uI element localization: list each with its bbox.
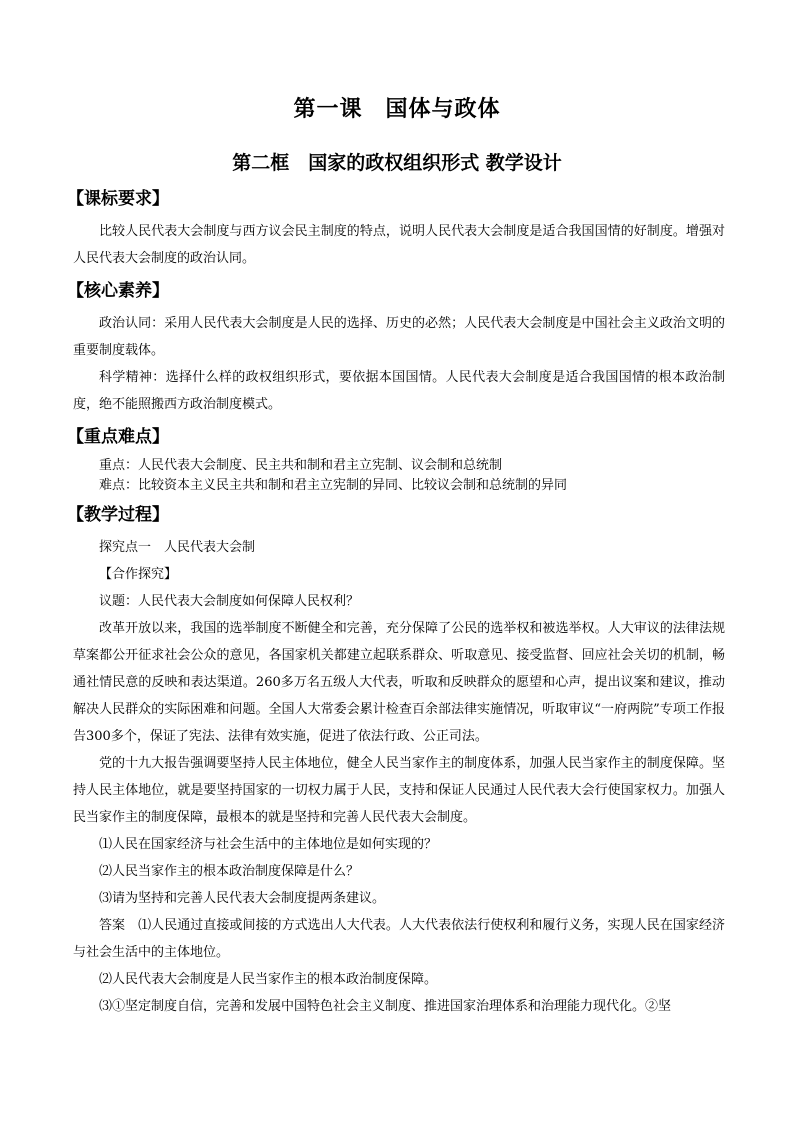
page-subtitle: 第二框 国家的政权组织形式 教学设计 (232, 152, 562, 174)
paragraph: 改革开放以来，我国的选举制度不断健全和完善，充分保障了公民的选举权和被选举权。人大审议的法律法规草案都公开征求社会公众的意见，各国家机关都建立起联系群众、听取意见、接受监督、回应社会关切的机制，畅通社情民意的反映和表达渠道。260多万名五级人大代表，听取和反映群众的愿望和心声，提出议案和建议，推动解决人民群众的实际困难和问题。全国人大常委会累计检查百余部法律实施情况，听取审议“一府两院”专项工作报告300多个，保证了宪法、法律有效实施，促进了依法行政、公正司法。 (73, 621, 725, 744)
section-heading-zhongdian: 【重点难点】 (67, 427, 169, 447)
paragraph: 【合作探究】 (99, 567, 178, 582)
answer-item: ⑶①坚定制度自信，完善和发展中国特色社会主义制度、推进国家治理体系和治理能力现代化。②坚 (99, 999, 672, 1014)
section-heading-guocheng: 【教学过程】 (67, 505, 169, 525)
paragraph: 政治认同：采用人民代表大会制度是人民的选择、历史的必然；人民代表大会制度是中国社会主义政治文明的重要制度载体。 (73, 316, 725, 358)
answer-item: 答案 ⑴人民通过直接或间接的方式选出人大代表。人大代表依法行使权利和履行义务，实现人民在国家经济与社会生活中的主体地位。 (73, 918, 725, 960)
paragraph: 难点：比较资本主义民主共和制和君主立宪制的异同、比较议会制和总统制的异同 (99, 478, 568, 493)
question-item: ⑶请为坚持和完善人民代表大会制度提两条建议。 (99, 891, 386, 906)
paragraph: 议题：人民代表大会制度如何保障人民权利？ (99, 594, 360, 609)
paragraph: 重点：人民代表大会制度、民主共和制和君主立宪制、议会制和总统制 (99, 458, 503, 473)
answer-item: ⑵人民代表大会制度是人民当家作主的根本政治制度保障。 (99, 972, 438, 987)
paragraph: 党的十九大报告强调要坚持人民主体地位，健全人民当家作主的制度体系，加强人民当家作主的制度保障。坚持人民主体地位，就是要坚持国家的一切权力属于人民，支持和保证人民通过人民代表大会行使国家权力。加强人民当家作主的制度保障，最根本的就是坚持和完善人民代表大会制度。 (73, 756, 725, 825)
paragraph: 比较人民代表大会制度与西方议会民主制度的特点，说明人民代表大会制度是适合我国国情的好制度。增强对人民代表大会制度的政治认同。 (73, 224, 725, 266)
paragraph: 探究点一 人民代表大会制 (99, 540, 256, 555)
document-body (67, 184, 725, 1020)
paragraph: 科学精神：选择什么样的政权组织形式，要依据本国国情。人民代表大会制度是适合我国国情的根本政治制度，绝不能照搬西方政治制度模式。 (73, 370, 725, 412)
page-title: 第一课 国体与政体 (293, 97, 501, 122)
section-heading-kebiao: 【课标要求】 (67, 189, 169, 209)
section-heading-hexin: 【核心素养】 (67, 281, 169, 301)
question-item: ⑵人民当家作主的根本政治制度保障是什么？ (99, 864, 360, 879)
question-item: ⑴人民在国家经济与社会生活中的主体地位是如何实现的？ (99, 837, 438, 852)
